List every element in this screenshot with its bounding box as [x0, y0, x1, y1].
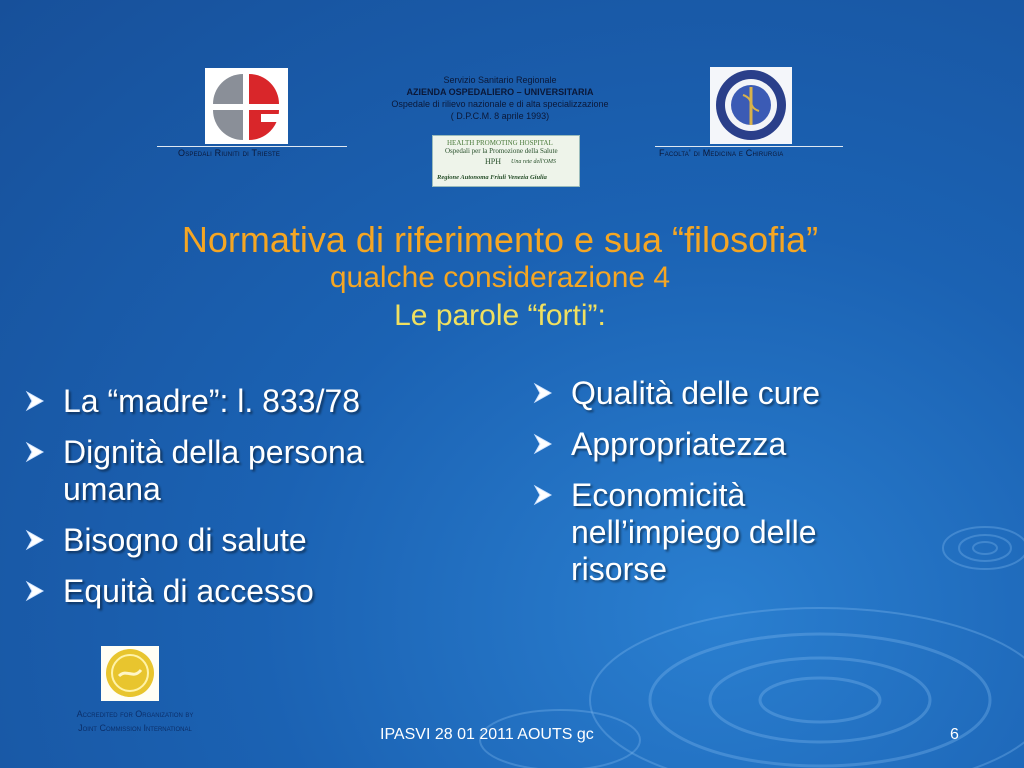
accredited-line-2: Joint Commission International	[78, 723, 192, 733]
hph-line1: HEALTH PROMOTING HOSPITAL	[447, 139, 553, 147]
hph-line2: Ospedali per la Promozione della Salute	[445, 147, 558, 155]
bullet-text: Economicità nell’impiego delle risorse	[571, 477, 817, 587]
bullet-item	[532, 375, 912, 412]
ospedali-caption: Ospedali Riuniti di Trieste	[178, 148, 281, 158]
bullet-item	[24, 383, 464, 420]
accredited-line-1: Accredited for Organization by	[76, 709, 194, 719]
ospedali-riuniti-logo	[205, 68, 288, 144]
arrow-bullet-icon	[24, 440, 46, 464]
hph-tagline: Una rete dell'OMS	[511, 159, 557, 165]
arrow-bullet-icon	[24, 579, 46, 603]
title-block	[0, 220, 1000, 336]
slide-number: 6	[950, 726, 959, 743]
right-divider	[655, 146, 843, 147]
azienda-line: AZIENDA OSPEDALIERO – UNIVERSITARIA	[406, 87, 594, 97]
bullet-item	[532, 426, 912, 463]
slide-subtitle: qualche considerazione 4	[329, 261, 671, 294]
bullet-item	[24, 434, 464, 508]
arrow-bullet-icon	[532, 432, 554, 456]
facolta-caption: Facolta' di Medicina e Chirurgia	[659, 148, 784, 158]
arrow-bullet-icon	[532, 483, 554, 507]
bullet-text: La “madre”: l. 833/78	[63, 383, 361, 419]
bullet-text: Dignità della persona umana	[63, 434, 364, 507]
hph-abbr: HPH	[485, 157, 502, 166]
hph-logo	[432, 135, 580, 187]
bullet-item	[24, 522, 464, 559]
footer-text: IPASVI 28 01 2011 AOUTS gc	[380, 726, 594, 743]
right-bullet-list	[532, 375, 912, 602]
left-bullet-list	[24, 383, 464, 624]
jci-seal-logo	[101, 646, 159, 701]
arrow-bullet-icon	[532, 381, 554, 405]
arrow-bullet-icon	[24, 528, 46, 552]
bullet-text: Equità di accesso	[63, 573, 314, 609]
rilievo-line: Ospedale di rilievo nazionale e di alta specializzazione	[391, 99, 609, 109]
bullet-item	[24, 573, 464, 610]
slide-subtitle-2: Le parole “forti”:	[394, 299, 606, 332]
bullet-text: Appropriatezza	[571, 426, 787, 462]
arrow-bullet-icon	[24, 389, 46, 413]
slide-title: Normativa di riferimento e sua “filosofia”	[181, 219, 819, 260]
ssr-line: Servizio Sanitario Regionale	[443, 75, 557, 85]
left-divider	[157, 146, 347, 147]
bullet-text: Bisogno di salute	[63, 522, 307, 558]
facolta-seal-logo	[710, 67, 792, 144]
dpcm-line: ( D.P.C.M. 8 aprile 1993)	[450, 111, 550, 121]
accreditation-text	[40, 707, 230, 735]
bullet-text: Qualità delle cure	[571, 375, 821, 411]
hph-region: Regione Autonoma Friuli Venezia Giulia	[437, 174, 547, 181]
bullet-item	[532, 477, 912, 588]
institution-text	[380, 74, 620, 122]
